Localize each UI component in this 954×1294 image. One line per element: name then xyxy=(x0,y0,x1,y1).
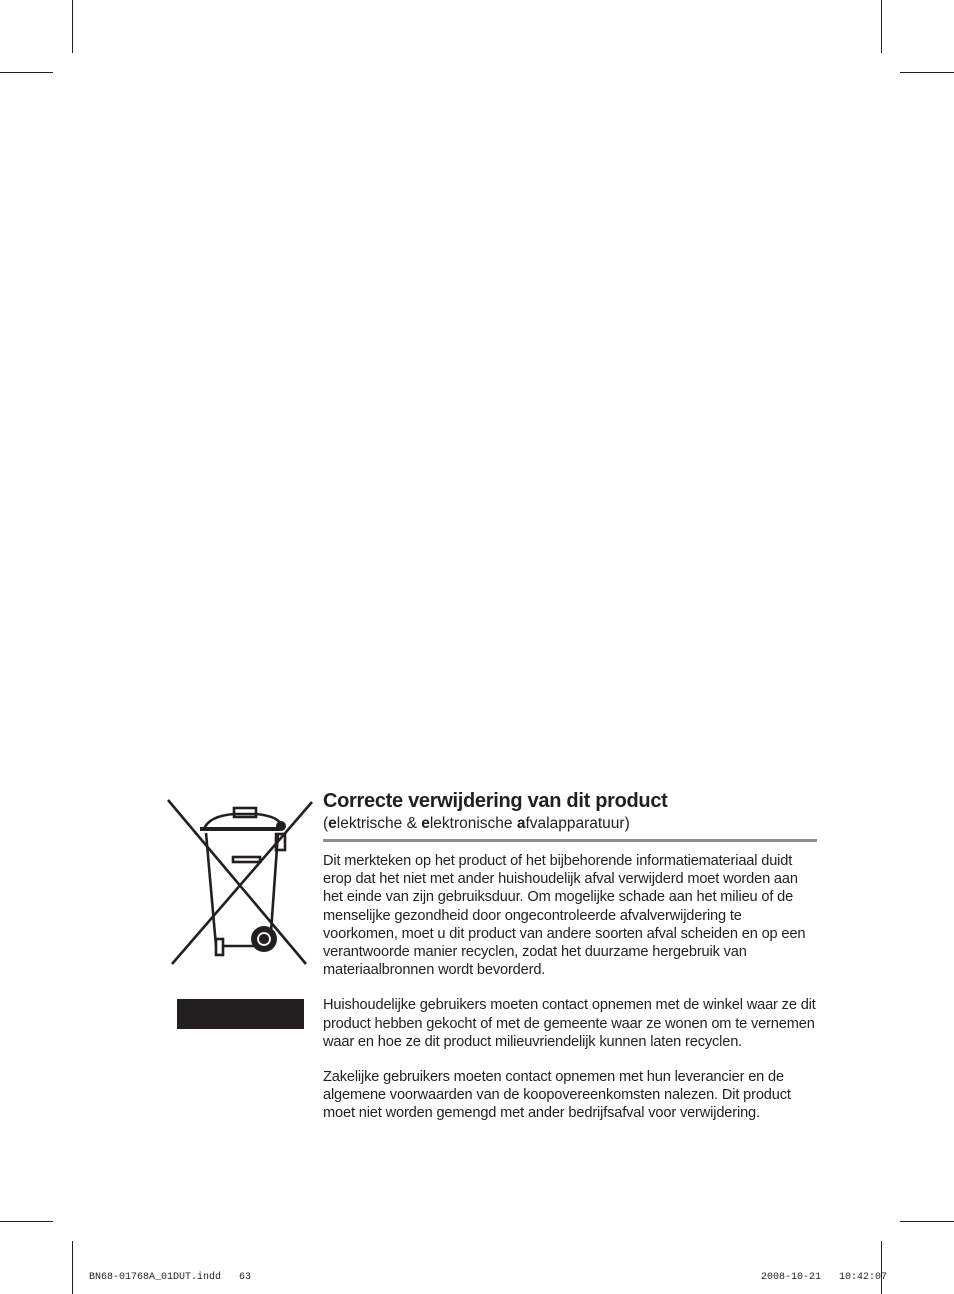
section-subtitle: (elektrische & elektronische afvalapparatuur) xyxy=(323,815,630,832)
crop-mark xyxy=(72,0,73,53)
marking-bar xyxy=(177,999,304,1029)
crop-mark xyxy=(900,1221,954,1222)
section-title: Correcte verwijdering van dit product xyxy=(323,790,668,812)
section-divider xyxy=(323,839,817,842)
footer-datetime: 2008-10-21 10:42:07 xyxy=(761,1272,888,1283)
footer-file-info: BN68-01768A_01DUT.indd 63 xyxy=(89,1272,252,1283)
paragraph: Huishoudelijke gebruikers moeten contact opnemen met de winkel waar ze dit product hebben gekocht of met de gemeente waar ze wonen om te vernemen waar en hoe ze dit product milieuvriendelijk kunnen laten recyclen. xyxy=(323,997,816,1050)
crossed-out-wheelie-bin-icon xyxy=(164,796,316,968)
crop-mark xyxy=(900,72,954,73)
crop-mark xyxy=(0,1221,53,1222)
paragraph: Dit merkteken op het product of het bijbehorende informatiemateriaal duidt erop dat het niet met ander huishoudelijk afval verwijderd moet worden aan het einde van zijn gebruiksduur. Om mogelijke schade aan het milieu of de menselijke gezondheid door ongecontroleerde afvalverwijdering te voorkomen, moet u dit product van andere soorten afval scheiden en op een verantwoorde manier recyclen, zodat het duurzame hergebruik van materiaalbronnen wordt bevorderd. xyxy=(323,853,806,979)
crop-mark xyxy=(0,72,53,73)
crop-mark xyxy=(72,1241,73,1294)
disposal-section xyxy=(323,789,817,1123)
crop-mark xyxy=(881,0,882,53)
crop-mark xyxy=(881,1241,882,1294)
paragraph: Zakelijke gebruikers moeten contact opnemen met hun leverancier en de algemene voorwaarden van de koopovereenkomsten nalezen. Dit product moet niet worden gemengd met ander bedrijfsafval voor verwijdering. xyxy=(323,1069,791,1122)
